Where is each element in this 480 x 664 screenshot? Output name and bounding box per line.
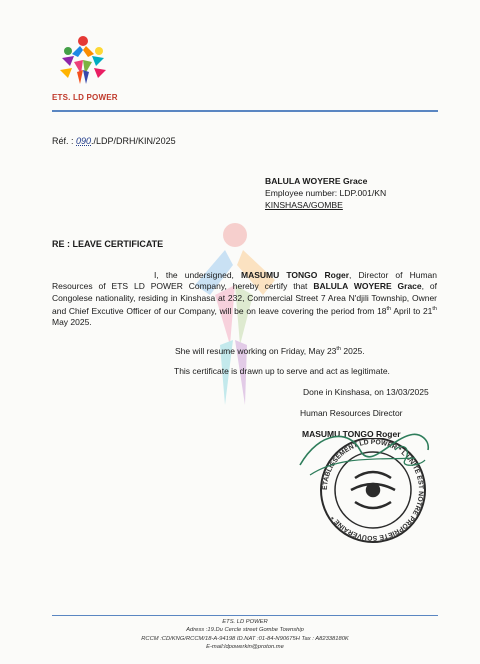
drawn-up-line: This certificate is drawn up to serve and act as legitimate. (174, 366, 390, 376)
body-paragraph (52, 270, 437, 328)
company-logo (52, 32, 114, 97)
signer-name: MASUMU TONGO Roger (302, 429, 401, 439)
employee-number: Employee number: LDP.001/KN (265, 188, 387, 198)
footer-email: E-mail:ldpowerkin@proton.me (206, 644, 284, 651)
stamp-ring-text: ETABLISSEMENT LD POWER * L'UNITE EST NOTRE PROPRIETE SOUVERAINE * (321, 438, 425, 542)
footer-address: Adress :19.Du Cercle street Gombe Township (186, 627, 304, 634)
ordinal-1: th (386, 305, 392, 312)
resume-tail: 2025. (341, 346, 365, 356)
body-text-4: April to 21 (391, 305, 433, 316)
reference-number: 090 (76, 136, 92, 146)
resume-line (175, 346, 365, 356)
body-text-3: , of Congolese nationality, residing in Kinshasa at 232, Commercial Street 7 Area N'djili Township, Owner and Chief Excutive Officer of our Company, will be on leave covering the period from 18 (52, 281, 437, 316)
director-name: MASUMU TONGO Roger (241, 270, 350, 280)
reference-suffix: ./LDP/DRH/KIN/2025 (91, 136, 176, 146)
ordinal-2: th (432, 305, 437, 312)
recipient-block (265, 175, 386, 211)
resume-text: She will resume working on Friday, May 23 (175, 346, 337, 356)
handwritten-signature (290, 420, 440, 495)
employee-name: BALULA WOYERE Grace (313, 281, 422, 292)
body-text-2: , Director of Human Resources of ETS LD POWER Company, hereby certify that (52, 270, 437, 292)
recipient-name: BALULA WOYERE Grace (265, 176, 368, 186)
footer-registration: RCCM :CD/KNG/RCCM/18-A-94198 ID.NAT :01-84-N90675H Tax : A82338180K (141, 635, 349, 642)
subject-line: RE : LEAVE CERTIFICATE (52, 239, 164, 249)
reference-prefix: Réf. : (52, 136, 77, 146)
resume-ordinal: th (336, 346, 341, 353)
done-at-line: Done in Kinshasa, on 13/03/2025 (303, 387, 429, 397)
body-text-5: May 2025. (52, 317, 92, 328)
footer-divider (52, 615, 438, 616)
body-text-1: I, the undersigned, (154, 270, 242, 280)
recipient-city: KINSHASA/GOMBE (265, 200, 343, 210)
footer (52, 618, 438, 652)
footer-company: ETS. LD POWER (222, 619, 268, 625)
signer-title: Human Resources Director (300, 408, 403, 418)
company-name: ETS. LD POWER (52, 93, 118, 102)
reference-line (52, 136, 176, 146)
header-divider (52, 110, 438, 112)
